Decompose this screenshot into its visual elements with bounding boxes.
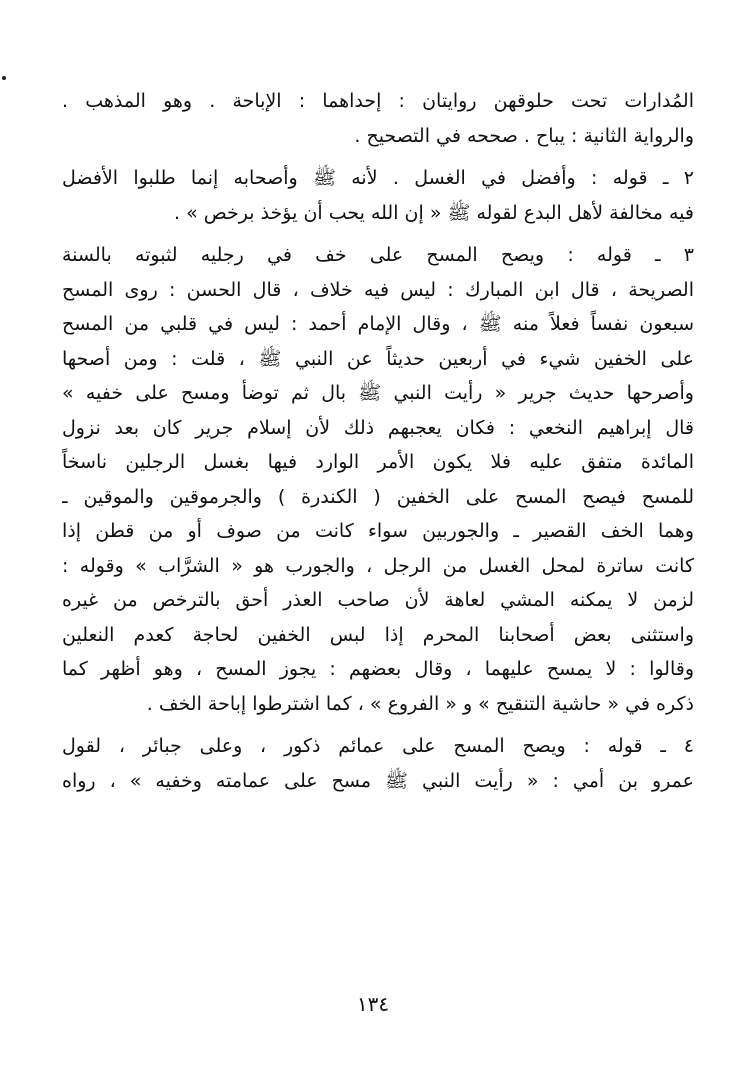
paragraph-1: [62, 84, 694, 153]
text-line: ذكره في « حاشية التنقيح » و « الفروع » ، كما اشترطوا إباحة الخف .: [146, 692, 694, 715]
paragraph-3: [62, 238, 694, 721]
page-number: ١٣٤: [356, 992, 390, 1016]
text-line: لزمن لا يمكنه المشي لعاهة لأن صاحب العذر أحق بالترخص من غيره: [62, 589, 694, 611]
text-line: قال إبراهيم النخعي : فكان يعجبهم ذلك لأن إسلام جرير كان بعد نزول: [62, 416, 694, 439]
text-line: وقالوا : لا يمسح عليهما ، وقال بعضهم : يجوز المسح ، وهو أظهر كما: [62, 658, 694, 680]
text-line: على الخفين شيء في أربعين حديثاً عن النبي ﷺ ، قلت : ومن أصحها: [62, 347, 694, 370]
text-line: وهما الخف القصير ـ والجوربين سواء كانت من صوف أو من قطن إذا: [62, 520, 694, 542]
text-line: فيه مخالفة لأهل البدع لقوله ﷺ « إن الله يحب أن يؤخذ برخص » .: [174, 201, 694, 224]
text-line: ٣ ـ قوله : ويصح المسح على خف في رجليه لثبوته بالسنة: [62, 244, 694, 266]
text-line: واستثنى بعض أصحابنا المحرم إذا لبس الخفين لحاجة كعدم النعلين: [62, 623, 694, 646]
text-line: وأصرحها حديث جرير « رأيت النبي ﷺ بال ثم توضأ ومسح على خفيه »: [62, 382, 694, 404]
text-line: للمسح فيصح المسح على الخفين ( الكندرة ) والجرموقين والموقين ـ: [62, 485, 694, 508]
paragraph-2: [62, 161, 694, 230]
text-line: ٢ ـ قوله : وأفضل في الغسل . لأنه ﷺ وأصحابه إنما طلبوا الأفضل: [62, 167, 694, 189]
text-line: عمرو بن أمي : « رأيت النبي ﷺ مسح على عمامته وخفيه » ، رواه: [62, 769, 694, 792]
text-body: [62, 84, 694, 798]
text-line: ٤ ـ قوله : ويصح المسح على عمائم ذكور ، وعلى جبائر ، لقول: [62, 735, 694, 757]
text-line: سبعون نفساً فعلاً منه ﷺ ، وقال الإمام أحمد : ليس في قلبي من المسح: [62, 313, 694, 335]
scan-mark: [2, 76, 6, 80]
paragraph-4: [62, 729, 694, 798]
text-line: المُدارات تحت حلوقهن روايتان : إحداهما : الإباحة . وهو المذهب .: [62, 90, 694, 112]
text-line: كانت ساترة لمحل الغسل من الرجل ، والجورب هو « الشرَّاب » وقوله :: [62, 554, 694, 577]
text-line: المائدة متفق عليه فلا يكون الأمر الوارد فيها بغسل الرجلين ناسخاً: [62, 451, 694, 473]
text-line: والرواية الثانية : يباح . صححه في التصحيح .: [354, 124, 694, 147]
text-line: الصريحة ، قال ابن المبارك : ليس فيه خلاف ، قال الحسن : روى المسح: [62, 278, 694, 301]
